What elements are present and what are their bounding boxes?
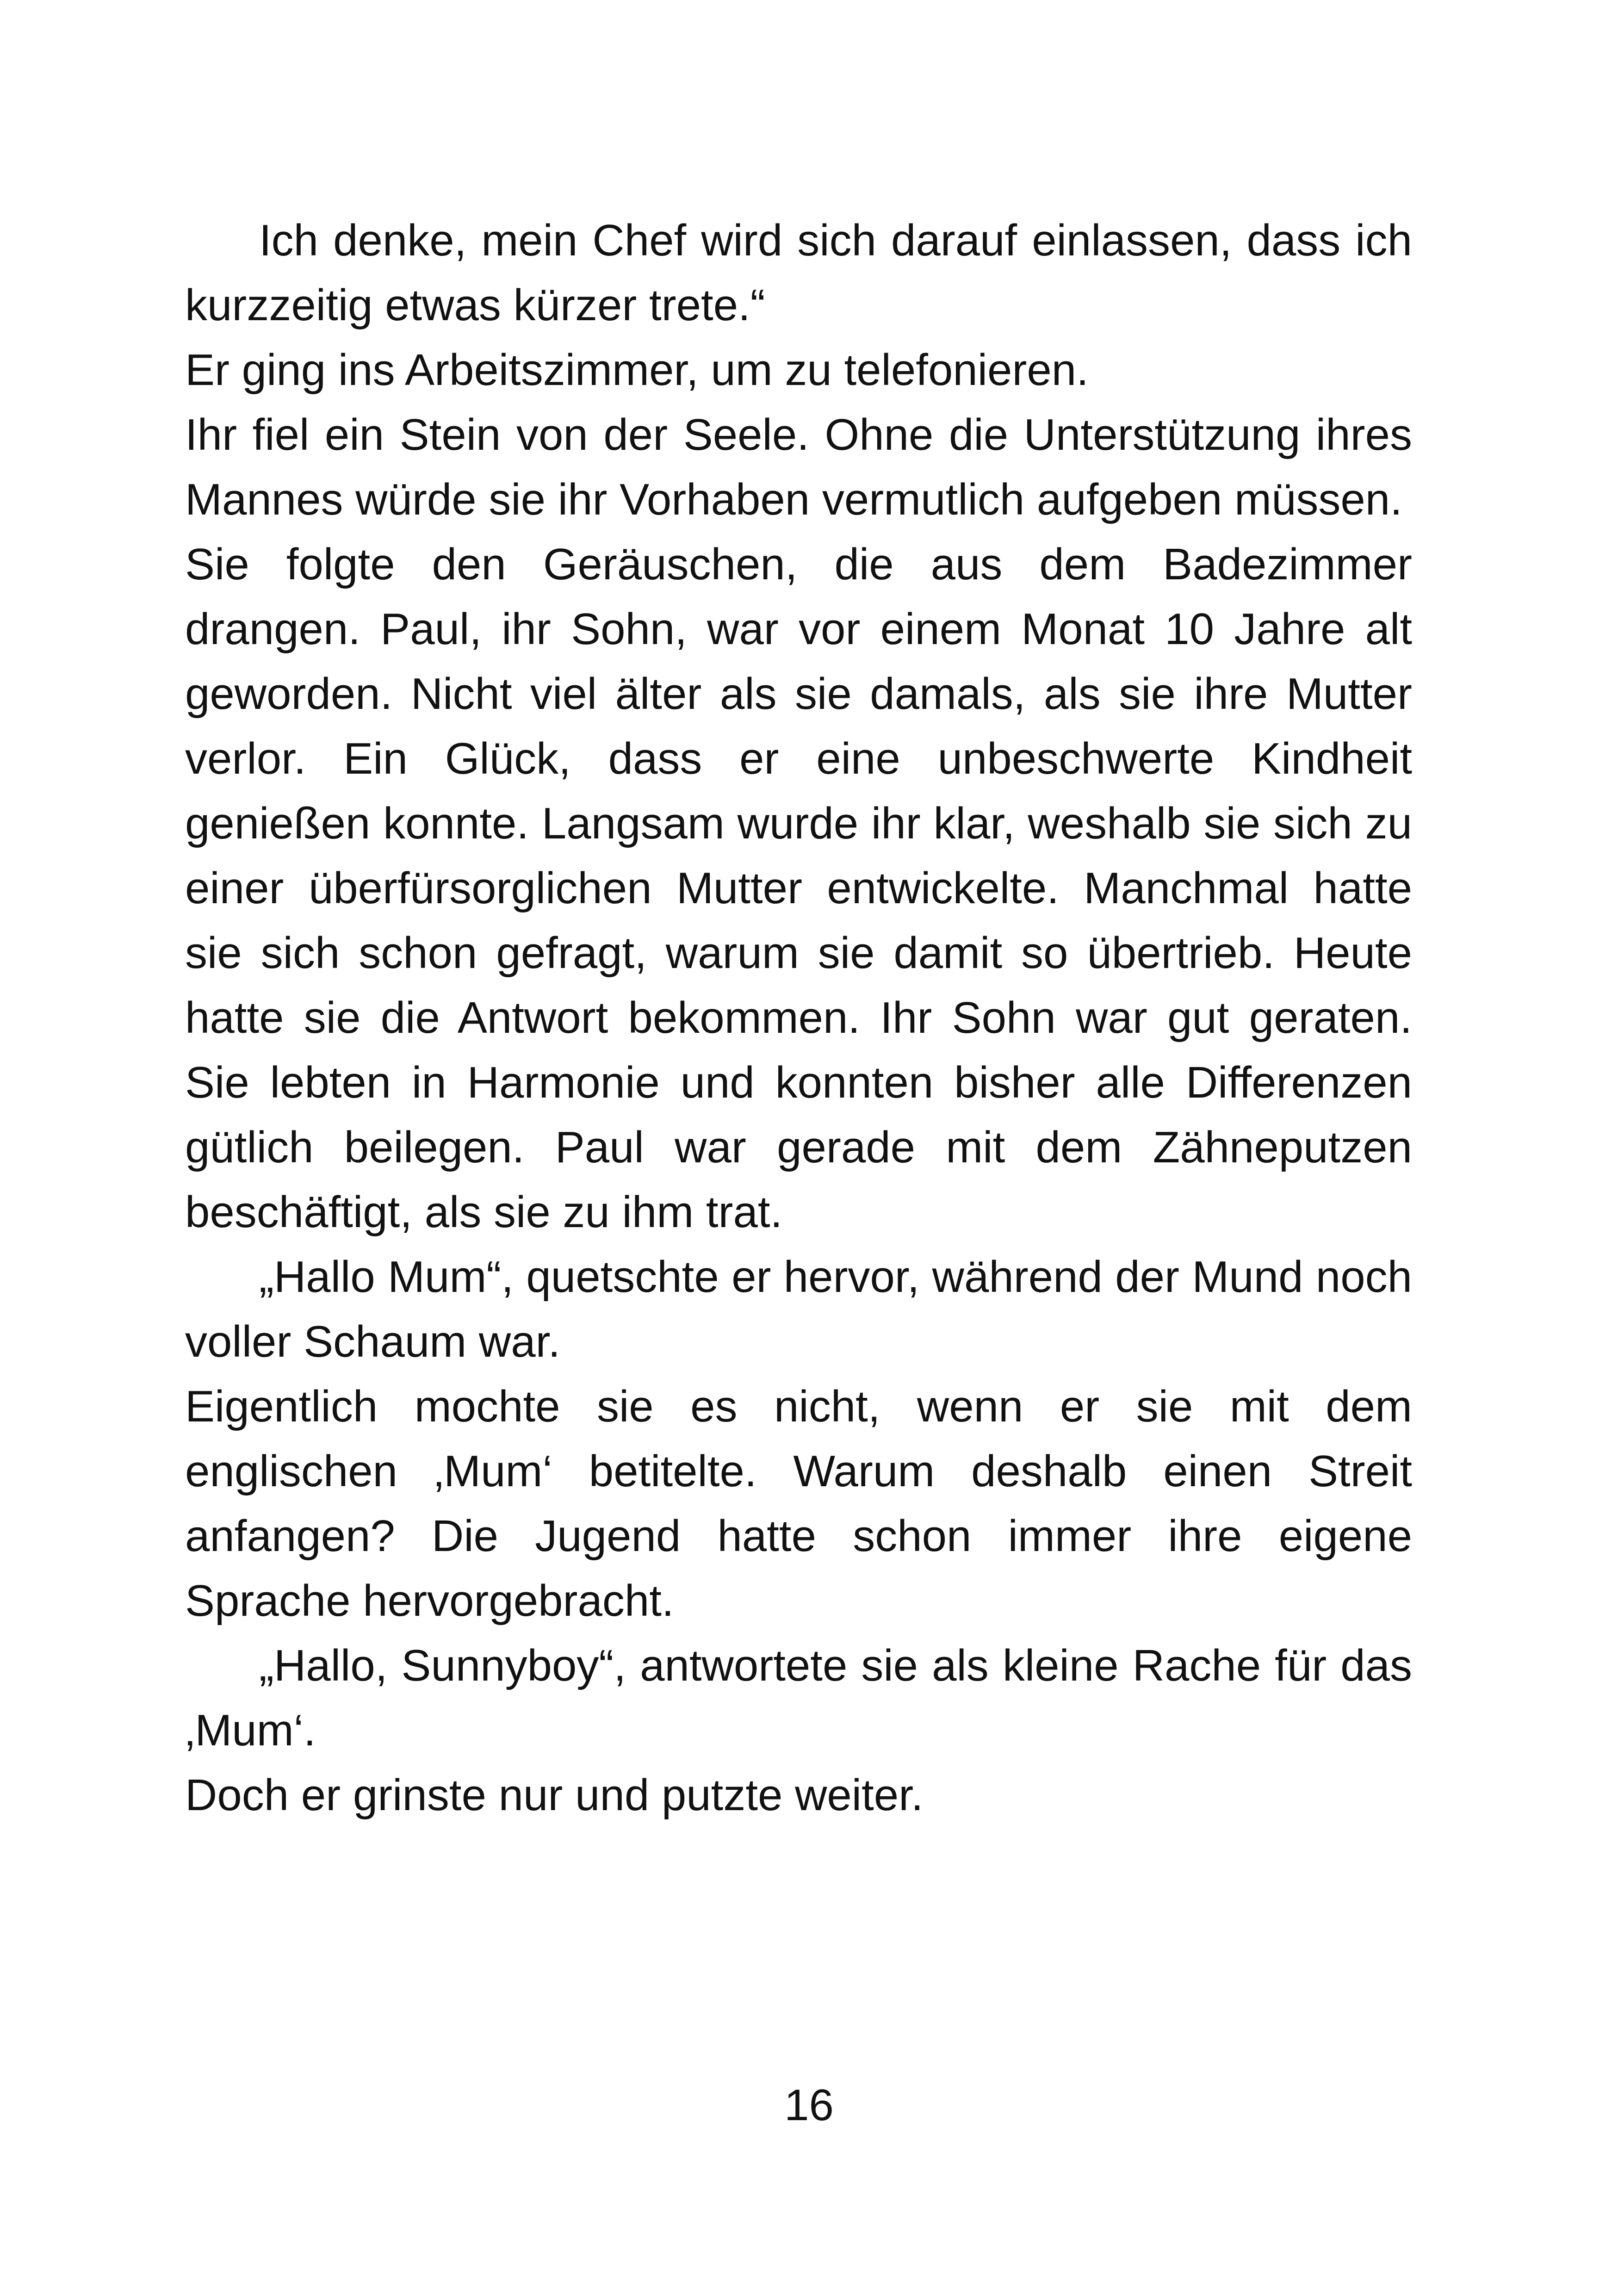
page-number: 16 bbox=[784, 2080, 834, 2130]
body-text bbox=[185, 208, 1412, 1828]
paragraph-4: Sie folgte den Geräuschen, die aus dem Badezimmer drangen. Paul, ihr Sohn, war vor einem Monat 10 Jahre alt geworden. Nicht viel älter als sie damals, als sie ihre Mutter verlor. Ein Glück, dass er eine unbeschwerte Kindheit genießen konnte. Langsam wurde ihr klar, weshalb sie sich zu einer überfürsorglichen Mutter entwickelte. Manchmal hatte sie sich schon gefragt, warum sie damit so übertrieb. Heute hatte sie die Antwort bekommen. Ihr Sohn war gut geraten. Sie lebten in Harmonie und konnten bisher alle Differenzen gütlich beilegen. Paul war gerade mit dem Zähneputzen beschäftigt, als sie zu ihm trat. bbox=[185, 540, 1412, 1237]
paragraph-2: Er ging ins Arbeitszimmer, um zu telefonieren. bbox=[185, 345, 1089, 395]
paragraph-8: Doch er grinste nur und putzte weiter. bbox=[185, 1770, 924, 1820]
paragraph-3: Ihr fiel ein Stein von der Seele. Ohne die Unterstützung ihres Mannes würde sie ihr Vorhaben vermutlich aufgeben müssen. bbox=[185, 410, 1412, 524]
paragraph-5: „Hallo Mum“, quetschte er hervor, während der Mund noch voller Schaum war. bbox=[185, 1252, 1412, 1366]
paragraph-6: Eigentlich mochte sie es nicht, wenn er sie mit dem englischen ‚Mum‘ betitelte. Warum deshalb einen Streit anfangen? Die Jugend hatte schon immer ihre eigene Sprache hervorgebracht. bbox=[185, 1382, 1412, 1626]
paragraph-1: Ich denke, mein Chef wird sich darauf einlassen, dass ich kurzzeitig etwas kürzer trete.“ bbox=[185, 216, 1412, 330]
paragraph-7: „Hallo, Sunnyboy“, antwortete sie als kleine Rache für das ‚Mum‘. bbox=[185, 1641, 1412, 1755]
